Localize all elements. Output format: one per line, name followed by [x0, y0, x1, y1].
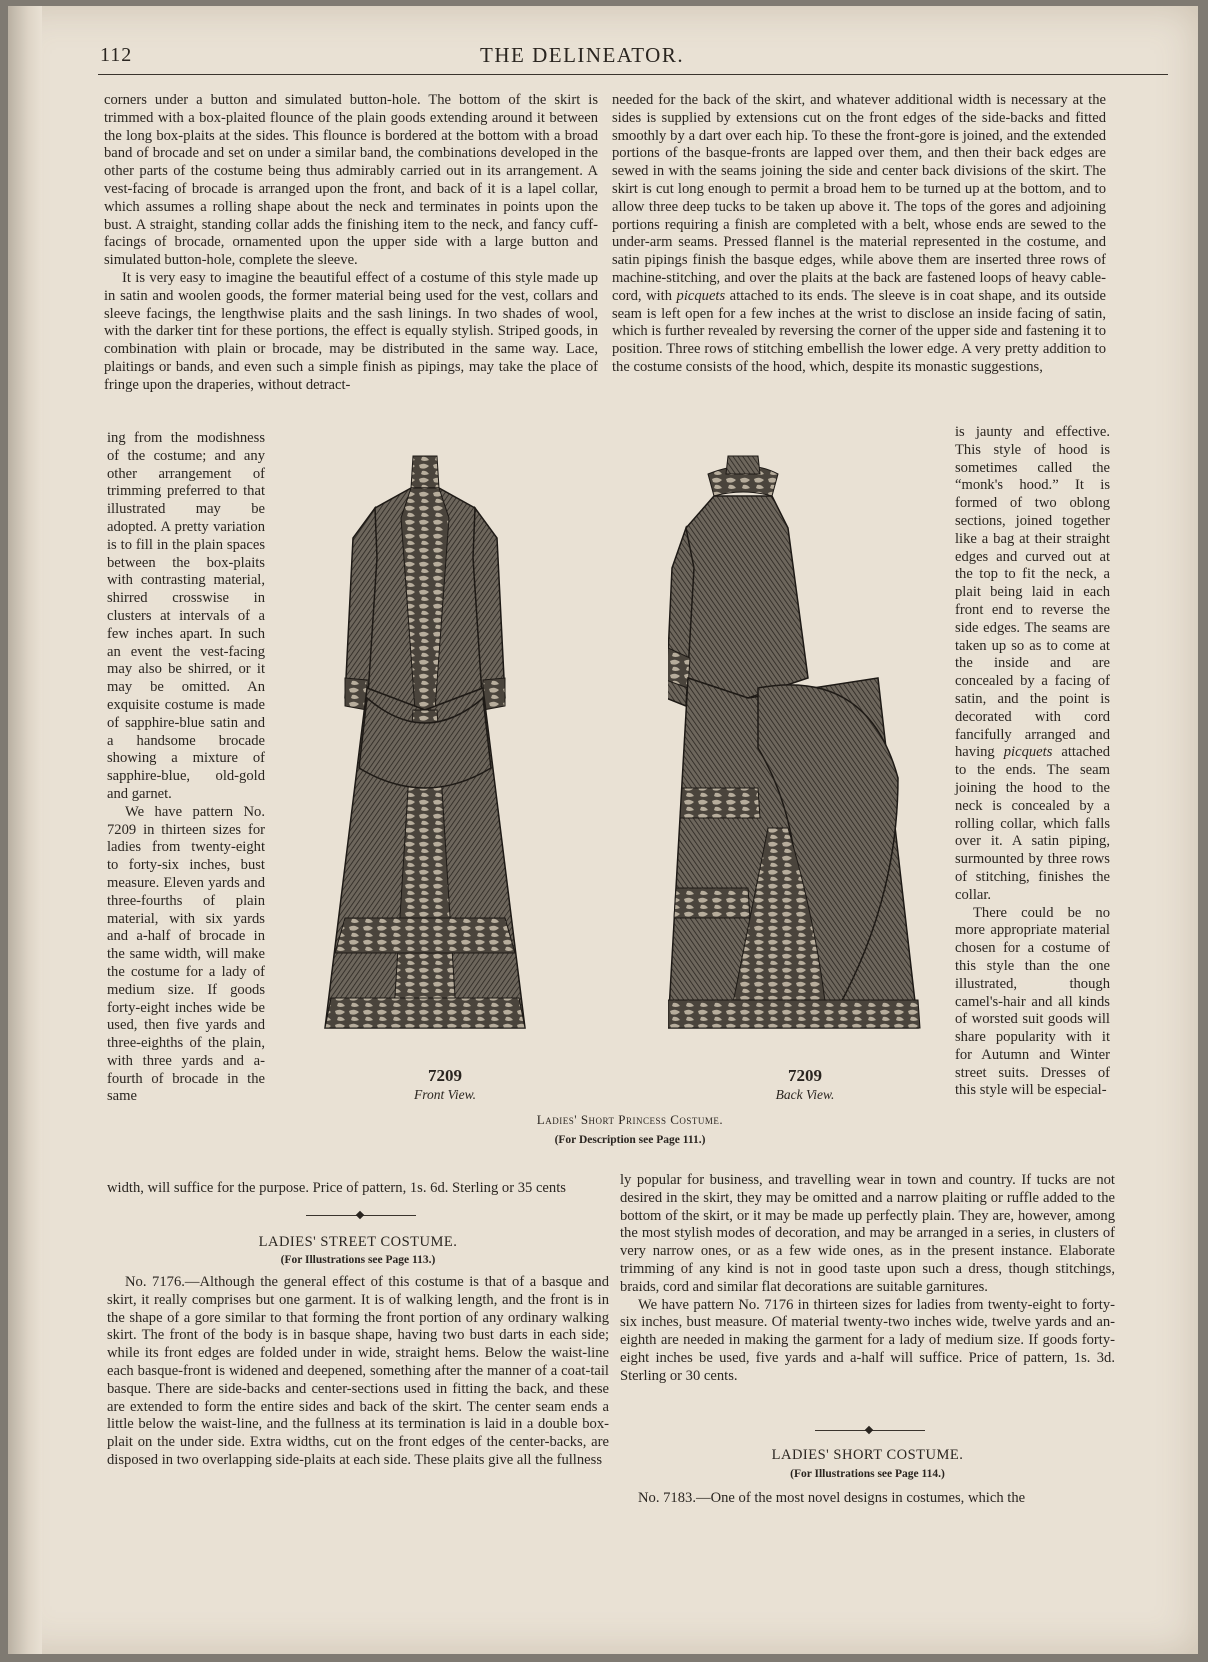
dress-front-view-illustration: [305, 448, 545, 1068]
text-span: needed for the back of the skirt, and whatever additional width is necessary at the sides is supplied by extensions cut on the front edges of the side-backs and fitted smoothly by a dart over each hip. To these the front-gore is joined, and the extended portions of the basque-fronts are lapped over them, and then their back edges are sewed in with the seams joining the side and center back divisions of the skirt. The skirt is cut long enough to permit a broad hem to be turned up at the bottom, and to allow three deep tucks to be taken up above it. The tops of the gores and adjoining portions requiring a finish are completed with a belt, whose ends are sewed to the under-arm seams. Pressed flannel is the material represented in the costume, and satin pipings finish the basque edges, while above them are inserted three rows of machine-stitching, and over the plaits at the back are fastened loops of heavy cable-cord, with: [612, 92, 1106, 304]
italic-term: picquets: [1003, 744, 1053, 761]
illustration-caption-sub: (For Description see Page 111.): [554, 1134, 706, 1146]
paragraph-no-7176: No. 7176.—Although the general effect of this costume is that of a basque and skirt, it really comprises but one garment. It is of walking length, and the front is in the shape of a gore similar to that forming the front portion of any ordinary walking skirt. The front of the body is in basque shape, having two bust darts in each side; while its front edges are folded under in wide, straight hems. Below the waist-line each basque-front is widened and deepened, something after the manner of a coat-tail basque. There are side-backs and center-sections used in fitting the back, and these are extended to form the entire sides and back of the skirt. The center seam ends a little below the waist-line, and the fullness at its termination is laid in a double box-plait on the under side. Extra widths, cut on the front edges of the center-backs, are disposed in two overlapping side-plaits at each side. These plaits give all the fullness: [107, 1274, 609, 1468]
section-heading-street-costume: LADIES' STREET COSTUME.: [258, 1234, 458, 1250]
column-2-narrow: [955, 424, 1110, 1100]
illustration-caption: Ladies' Short Princess Costume.: [536, 1112, 724, 1127]
page-binding-edge: [8, 6, 42, 1654]
figure-number-front: 7209: [428, 1066, 462, 1085]
figure-label-front-view: Front View.: [414, 1087, 476, 1102]
column-2-top: [612, 92, 1106, 377]
column-1-street-costume: [107, 1274, 609, 1470]
paragraph-costume-trim: corners under a button and simulated button-hole. The bottom of the skirt is trimmed with a box-plaited flounce of the plain goods extending around it between the long box-plaits at the sides. This flounce is bordered at the bottom with a broad band of brocade and set on under a similar band, the combinations developed in the other parts of the costume being thus admirably carried out in its arrangement. A vest-facing of brocade is arranged upon the front, and back of it is a lapel collar, which assumes a rolling shape about the neck and terminates in points upon the bust. A straight, standing collar adds the finishing item to the neck, and fancy cuff-facings of brocade, ornamented upon the upper side with a large button and simulated button-hole, complete the sleeve.: [104, 92, 598, 269]
paragraph-effect: It is very easy to imagine the beautiful effect of a costume of this style made up in satin and woolen goods, the former material being used for the vest, collars and sleeve facings, the lengthwise plaits and the sash linings. In two shades of wool, with the darker tint for these portions, the effect is equally stylish. Striped goods, in combination with plain or brocade, may be distributed in the same way. Lace, plaitings or bands, and even such a simple finish as pipings, may take the place of fringe upon the draperies, without detract-: [104, 269, 598, 393]
column-1-narrow: [107, 430, 265, 1106]
page-title: THE DELINEATOR.: [480, 43, 685, 67]
text-span: attached to the ends. The seam joining the hood to the neck is concealed by a rolling collar, which falls over it. A satin piping, surmounted by three rows of stitching, finishes the collar.: [955, 744, 1110, 903]
paragraph-pattern-7176: We have pattern No. 7176 in thirteen sizes for ladies from twenty-eight to forty-six inches, bust measure. Of material twenty-two inches wide, twelve yards and an-eighth are needed in making the garment for a lady of medium size. If goods forty-eight inches be used, five yards and a-half will suffice. Price of pattern, 1s. 3d. Sterling or 30 cents.: [620, 1296, 1115, 1384]
italic-term: picquets: [676, 287, 726, 304]
page-number: 112: [100, 44, 133, 66]
section-subheading-short-costume: (For Illustrations see Page 114.): [790, 1468, 945, 1480]
paragraph-no-7183: No. 7183.—One of the most novel designs in costumes, which the: [638, 1490, 1026, 1506]
paragraph-skirt-construction: [612, 92, 1106, 377]
paragraph-modishness: ing from the modishness of the costume; and any other arrangement of trimming preferred to that illustrated may be adopted. A pretty variation is to fill in the plain spaces between the box-plaits with contrasting material, shirred crosswise in clusters at intervals of a few inches apart. In such an event the vest-facing may also be shirred, or it may be omitted. An exquisite costume is made of sapphire-blue satin and a handsome brocade showing a mixture of sapphire-blue, old-gold and garnet.: [107, 430, 265, 802]
paragraph-pattern-7209: We have pattern No. 7209 in thirteen sizes for ladies from twenty-eight to forty-six inches, bust measure. Eleven yards and three-fourths of plain material, with six yards and a-half of brocade in the same width, will make the costume for a lady of medium size. If goods forty-eight inches wide be used, then five yards and three-eighths of the plain, with three yards and a-fourth of brocade in the same: [107, 803, 265, 1105]
header-rule: [98, 74, 1168, 75]
figure-label-back-view: Back View.: [775, 1087, 835, 1102]
section-heading-short-costume: LADIES' SHORT COSTUME.: [771, 1447, 964, 1463]
section-subheading-street-costume: (For Illustrations see Page 113.): [280, 1254, 436, 1266]
column-1-end: [107, 1180, 609, 1198]
text-span: attached to its ends. The sleeve is in coat shape, and its outside seam is left open for a few inches at the wrist to disclose an inside facing of satin, which is further revealed by reversing the corner of the upper side and fastening it to position. Three rows of stitching embellish the lower edge. A very pretty addition to the costume consists of the hood, which, despite its monastic suggestions,: [612, 287, 1106, 375]
paragraph-business-wear: ly popular for business, and travelling wear in town and country. If tucks are not desired in the skirt, they may be omitted and a narrow plaiting or ruffle added to the bottom of the skirt, or it may be made up perfectly plain. They are, however, among the most stylish modes of decoration, and may be arranged in a series, in clusters of very narrow ones, or as a few wide ones, as in the present instance. Elaborate trimming of any kind is not in good taste upon such a dress, though stitchings, braids, cord and similar flat decorations are suitable garnitures.: [620, 1172, 1115, 1295]
dress-back-view-illustration: [668, 448, 928, 1068]
paragraph-price-7209: width, will suffice for the purpose. Price of pattern, 1s. 6d. Sterling or 35 cents: [107, 1180, 566, 1196]
column-1-top: [104, 92, 598, 395]
paragraph-hood: [955, 424, 1110, 905]
column-2-short-costume: [620, 1490, 1115, 1508]
paragraph-materials: There could be no more appropriate material chosen for a costume of this style than the one illustrated, though camel's-hair and all kinds of worsted suit goods will share popularity with it for Autumn and Winter street suits. Dresses of this style will be especial-: [955, 904, 1110, 1099]
text-span: is jaunty and effective. This style of hood is sometimes called the “monk's hood.” It is formed of two oblong sections, joined together like a bag at their straight edges and curved out at the top to fit the neck, a plait being laid in each front end to reverse the side edges. The seams are taken up so as to come at the inside and are concealed by a facing of satin, and the point is decorated with cord fancifully arranged and having: [955, 424, 1110, 761]
column-2-after: [620, 1172, 1115, 1386]
figure-number-back: 7209: [788, 1066, 822, 1085]
